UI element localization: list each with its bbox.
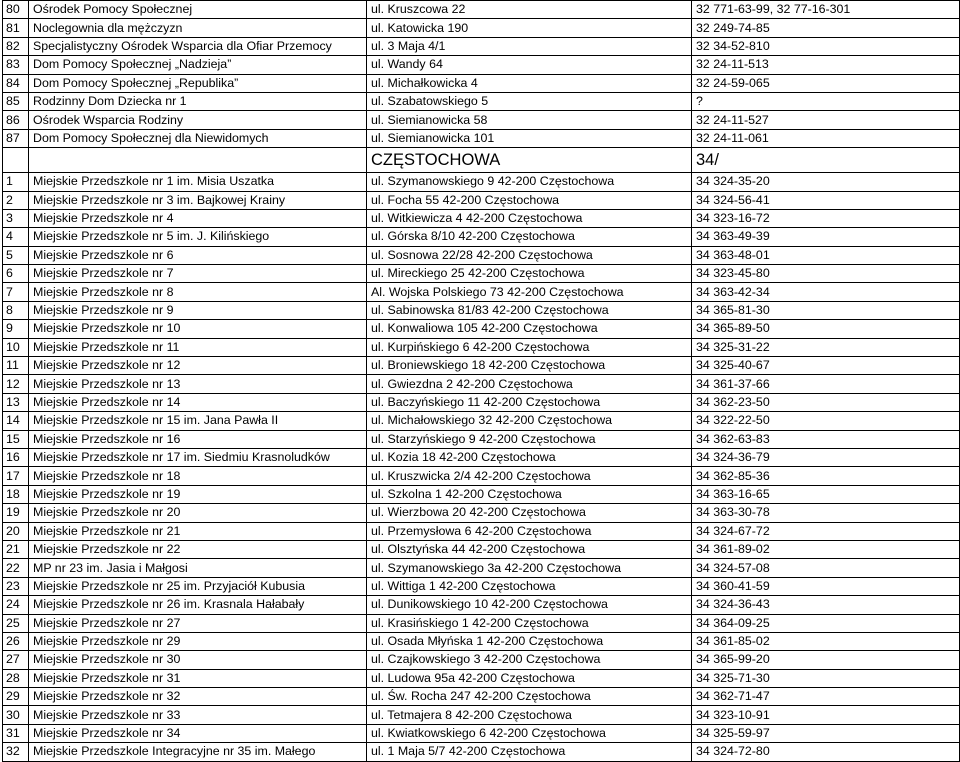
institution-name: Miejskie Przedszkole nr 26 im. Krasnala Hałabały: [29, 596, 367, 614]
address: ul. Sosnowa 22/28 42-200 Częstochowa: [367, 246, 692, 264]
phone-number: 32 34-52-810: [692, 37, 960, 55]
address: ul. Tetmajera 8 42-200 Częstochowa: [367, 706, 692, 724]
address: ul. Osada Młyńska 1 42-200 Częstochowa: [367, 632, 692, 650]
institution-name: Miejskie Przedszkole nr 8: [29, 283, 367, 301]
table-row: [3, 448, 960, 466]
phone-number: 34 361-37-66: [692, 375, 960, 393]
address: ul. Szymanowskiego 3a 42-200 Częstochowa: [367, 559, 692, 577]
address: ul. Ludowa 95a 42-200 Częstochowa: [367, 669, 692, 687]
institution-name: Miejskie Przedszkole nr 30: [29, 651, 367, 669]
table-row: [3, 688, 960, 706]
phone-number: 34 365-81-30: [692, 301, 960, 319]
institution-name: Dom Pomocy Społecznej „Nadzieja”: [29, 56, 367, 74]
institution-name: Rodzinny Dom Dziecka nr 1: [29, 92, 367, 110]
address: ul. Starzyńskiego 9 42-200 Częstochowa: [367, 430, 692, 448]
table-row: [3, 209, 960, 227]
institution-name: Dom Pomocy Społecznej „Republika”: [29, 74, 367, 92]
row-number: 14: [3, 412, 29, 430]
institution-name: Miejskie Przedszkole nr 12: [29, 357, 367, 375]
row-number: 18: [3, 485, 29, 503]
table-row: [3, 37, 960, 55]
address: ul. Konwaliowa 105 42-200 Częstochowa: [367, 320, 692, 338]
phone-number: 34 324-56-41: [692, 191, 960, 209]
table-row: [3, 129, 960, 147]
section-city: CZĘSTOCHOWA: [367, 148, 692, 173]
table-row: [3, 467, 960, 485]
institution-name: Miejskie Przedszkole nr 17 im. Siedmiu Krasnoludków: [29, 448, 367, 466]
row-number: 84: [3, 74, 29, 92]
phone-number: 32 249-74-85: [692, 19, 960, 37]
table-row: [3, 504, 960, 522]
address: ul. Wandy 64: [367, 56, 692, 74]
row-number: 9: [3, 320, 29, 338]
table-row: [3, 614, 960, 632]
phone-number: 34 362-71-47: [692, 688, 960, 706]
institution-name: Miejskie Przedszkole nr 3 im. Bajkowej Krainy: [29, 191, 367, 209]
address: ul. Szabatowskiego 5: [367, 92, 692, 110]
institution-name: Miejskie Przedszkole nr 6: [29, 246, 367, 264]
address: ul. Siemianowicka 101: [367, 129, 692, 147]
table-row: [3, 485, 960, 503]
address: ul. Sabinowska 81/83 42-200 Częstochowa: [367, 301, 692, 319]
address: ul. Wierzbowa 20 42-200 Częstochowa: [367, 504, 692, 522]
address: ul. Wittiga 1 42-200 Częstochowa: [367, 577, 692, 595]
table-row: [3, 596, 960, 614]
phone-number: 34 360-41-59: [692, 577, 960, 595]
row-number: 5: [3, 246, 29, 264]
phone-number: 34 323-10-91: [692, 706, 960, 724]
phone-number: 32 24-11-527: [692, 111, 960, 129]
phone-number: 34 325-31-22: [692, 338, 960, 356]
row-number: 1: [3, 173, 29, 191]
address: ul. Dunikowskiego 10 42-200 Częstochowa: [367, 596, 692, 614]
section-heading-row: [3, 148, 960, 173]
phone-number: 34 323-16-72: [692, 209, 960, 227]
institution-name: Miejskie Przedszkole nr 16: [29, 430, 367, 448]
row-number: 30: [3, 706, 29, 724]
address: ul. Michałowskiego 32 42-200 Częstochowa: [367, 412, 692, 430]
table-row: [3, 320, 960, 338]
row-number: 12: [3, 375, 29, 393]
section-heading-nr-cell: [3, 148, 29, 173]
row-number: 29: [3, 688, 29, 706]
row-number: 82: [3, 37, 29, 55]
institution-name: Miejskie Przedszkole nr 33: [29, 706, 367, 724]
row-number: 22: [3, 559, 29, 577]
address: ul. Gwiezdna 2 42-200 Częstochowa: [367, 375, 692, 393]
phone-number: 32 24-11-061: [692, 129, 960, 147]
institution-name: Ośrodek Pomocy Społecznej: [29, 1, 367, 19]
address: ul. Witkiewicza 4 42-200 Częstochowa: [367, 209, 692, 227]
table-row: [3, 651, 960, 669]
row-number: 81: [3, 19, 29, 37]
table-row: [3, 393, 960, 411]
row-number: 87: [3, 129, 29, 147]
institution-name: Miejskie Przedszkole nr 34: [29, 724, 367, 742]
address: ul. Przemysłowa 6 42-200 Częstochowa: [367, 522, 692, 540]
address: ul. Św. Rocha 247 42-200 Częstochowa: [367, 688, 692, 706]
table-row: [3, 228, 960, 246]
phone-number: 34 324-72-80: [692, 743, 960, 761]
table-row: [3, 246, 960, 264]
table-row: [3, 412, 960, 430]
table-row: [3, 338, 960, 356]
address: ul. Czajkowskiego 3 42-200 Częstochowa: [367, 651, 692, 669]
section-heading: [3, 148, 960, 173]
phone-number: 34 324-35-20: [692, 173, 960, 191]
institution-name: Miejskie Przedszkole nr 14: [29, 393, 367, 411]
phone-number: 34 362-85-36: [692, 467, 960, 485]
row-number: 4: [3, 228, 29, 246]
phone-number: 34 363-30-78: [692, 504, 960, 522]
row-number: 25: [3, 614, 29, 632]
address: ul. Baczyńskiego 11 42-200 Częstochowa: [367, 393, 692, 411]
address: ul. 3 Maja 4/1: [367, 37, 692, 55]
phone-number: 32 771-63-99, 32 77-16-301: [692, 1, 960, 19]
address: ul. Mireckiego 25 42-200 Częstochowa: [367, 265, 692, 283]
institution-name: Miejskie Przedszkole nr 27: [29, 614, 367, 632]
phone-number: ?: [692, 92, 960, 110]
row-number: 2: [3, 191, 29, 209]
institution-name: Miejskie Przedszkole nr 4: [29, 209, 367, 227]
institution-name: Miejskie Przedszkole nr 18: [29, 467, 367, 485]
institution-name: Miejskie Przedszkole nr 25 im. Przyjaciół Kubusia: [29, 577, 367, 595]
institution-name: Miejskie Przedszkole nr 32: [29, 688, 367, 706]
institution-name: Miejskie Przedszkole nr 15 im. Jana Pawła II: [29, 412, 367, 430]
phone-number: 34 363-48-01: [692, 246, 960, 264]
table-row: [3, 724, 960, 742]
phone-number: 34 365-89-50: [692, 320, 960, 338]
table-row: [3, 357, 960, 375]
institution-name: Miejskie Przedszkole nr 9: [29, 301, 367, 319]
table-row: [3, 669, 960, 687]
address: ul. Broniewskiego 18 42-200 Częstochowa: [367, 357, 692, 375]
row-number: 16: [3, 448, 29, 466]
address: ul. Górska 8/10 42-200 Częstochowa: [367, 228, 692, 246]
phone-number: 34 364-09-25: [692, 614, 960, 632]
row-number: 20: [3, 522, 29, 540]
phone-number: 34 324-36-79: [692, 448, 960, 466]
address: ul. 1 Maja 5/7 42-200 Częstochowa: [367, 743, 692, 761]
row-number: 8: [3, 301, 29, 319]
institution-name: Miejskie Przedszkole nr 20: [29, 504, 367, 522]
address: ul. Kruszwicka 2/4 42-200 Częstochowa: [367, 467, 692, 485]
institution-name: Miejskie Przedszkole nr 22: [29, 540, 367, 558]
address: ul. Focha 55 42-200 Częstochowa: [367, 191, 692, 209]
table-row: [3, 19, 960, 37]
phone-number: 34 362-63-83: [692, 430, 960, 448]
institution-name: Miejskie Przedszkole nr 11: [29, 338, 367, 356]
phone-number: 34 324-57-08: [692, 559, 960, 577]
phone-number: 34 324-36-43: [692, 596, 960, 614]
table-row: [3, 375, 960, 393]
institution-name: Miejskie Przedszkole nr 19: [29, 485, 367, 503]
row-number: 17: [3, 467, 29, 485]
institution-name: Dom Pomocy Społecznej dla Niewidomych: [29, 129, 367, 147]
phone-number: 34 325-59-97: [692, 724, 960, 742]
institution-name: MP nr 23 im. Jasia i Małgosi: [29, 559, 367, 577]
institution-name: Miejskie Przedszkole nr 13: [29, 375, 367, 393]
row-number: 15: [3, 430, 29, 448]
phone-number: 34 325-40-67: [692, 357, 960, 375]
row-number: 80: [3, 1, 29, 19]
row-number: 23: [3, 577, 29, 595]
row-number: 19: [3, 504, 29, 522]
phone-number: 32 24-11-513: [692, 56, 960, 74]
address: ul. Szymanowskiego 9 42-200 Częstochowa: [367, 173, 692, 191]
top-rows: [3, 1, 960, 148]
table-row: [3, 265, 960, 283]
institution-name: Noclegownia dla mężczyzn: [29, 19, 367, 37]
row-number: 11: [3, 357, 29, 375]
row-number: 28: [3, 669, 29, 687]
institution-name: Miejskie Przedszkole nr 7: [29, 265, 367, 283]
kindergarten-rows: [3, 173, 960, 762]
address: ul. Krasińskiego 1 42-200 Częstochowa: [367, 614, 692, 632]
address: ul. Michałkowicka 4: [367, 74, 692, 92]
institution-name: Miejskie Przedszkole nr 21: [29, 522, 367, 540]
table-row: [3, 92, 960, 110]
section-area-code: 34/: [692, 148, 960, 173]
phone-number: 32 24-59-065: [692, 74, 960, 92]
table-row: [3, 191, 960, 209]
phone-number: 34 361-85-02: [692, 632, 960, 650]
table-row: [3, 577, 960, 595]
row-number: 24: [3, 596, 29, 614]
institution-name: Miejskie Przedszkole nr 10: [29, 320, 367, 338]
phone-number: 34 322-22-50: [692, 412, 960, 430]
phone-number: 34 363-42-34: [692, 283, 960, 301]
phone-number: 34 323-45-80: [692, 265, 960, 283]
row-number: 6: [3, 265, 29, 283]
table-row: [3, 173, 960, 191]
table-row: [3, 559, 960, 577]
phone-number: 34 362-23-50: [692, 393, 960, 411]
institution-name: Ośrodek Wsparcia Rodziny: [29, 111, 367, 129]
table-row: [3, 430, 960, 448]
address: ul. Szkolna 1 42-200 Częstochowa: [367, 485, 692, 503]
phone-number: 34 363-16-65: [692, 485, 960, 503]
row-number: 21: [3, 540, 29, 558]
row-number: 7: [3, 283, 29, 301]
phone-number: 34 325-71-30: [692, 669, 960, 687]
institution-name: Miejskie Przedszkole nr 31: [29, 669, 367, 687]
row-number: 86: [3, 111, 29, 129]
row-number: 83: [3, 56, 29, 74]
table-row: [3, 283, 960, 301]
row-number: 26: [3, 632, 29, 650]
section-heading-name-cell: [29, 148, 367, 173]
institution-name: Miejskie Przedszkole Integracyjne nr 35 im. Małego: [29, 743, 367, 761]
institution-name: Miejskie Przedszkole nr 5 im. J. Kilińskiego: [29, 228, 367, 246]
row-number: 31: [3, 724, 29, 742]
table-row: [3, 111, 960, 129]
row-number: 13: [3, 393, 29, 411]
table-row: [3, 522, 960, 540]
table-row: [3, 632, 960, 650]
table-row: [3, 56, 960, 74]
phone-number: 34 361-89-02: [692, 540, 960, 558]
table-row: [3, 74, 960, 92]
row-number: 27: [3, 651, 29, 669]
phone-number: 34 324-67-72: [692, 522, 960, 540]
institutions-table: [2, 0, 960, 762]
institution-name: Miejskie Przedszkole nr 29: [29, 632, 367, 650]
row-number: 3: [3, 209, 29, 227]
address: ul. Olsztyńska 44 42-200 Częstochowa: [367, 540, 692, 558]
address: ul. Kurpińskiego 6 42-200 Częstochowa: [367, 338, 692, 356]
phone-number: 34 365-99-20: [692, 651, 960, 669]
table-row: [3, 743, 960, 761]
table-row: [3, 706, 960, 724]
table-row: [3, 301, 960, 319]
address: ul. Katowicka 190: [367, 19, 692, 37]
address: Al. Wojska Polskiego 73 42-200 Częstochowa: [367, 283, 692, 301]
institution-name: Miejskie Przedszkole nr 1 im. Misia Uszatka: [29, 173, 367, 191]
phone-number: 34 363-49-39: [692, 228, 960, 246]
row-number: 10: [3, 338, 29, 356]
institution-name: Specjalistyczny Ośrodek Wsparcia dla Ofiar Przemocy: [29, 37, 367, 55]
address: ul. Kozia 18 42-200 Częstochowa: [367, 448, 692, 466]
row-number: 85: [3, 92, 29, 110]
address: ul. Kwiatkowskiego 6 42-200 Częstochowa: [367, 724, 692, 742]
table-row: [3, 1, 960, 19]
address: ul. Siemianowicka 58: [367, 111, 692, 129]
row-number: 32: [3, 743, 29, 761]
table-row: [3, 540, 960, 558]
address: ul. Kruszcowa 22: [367, 1, 692, 19]
